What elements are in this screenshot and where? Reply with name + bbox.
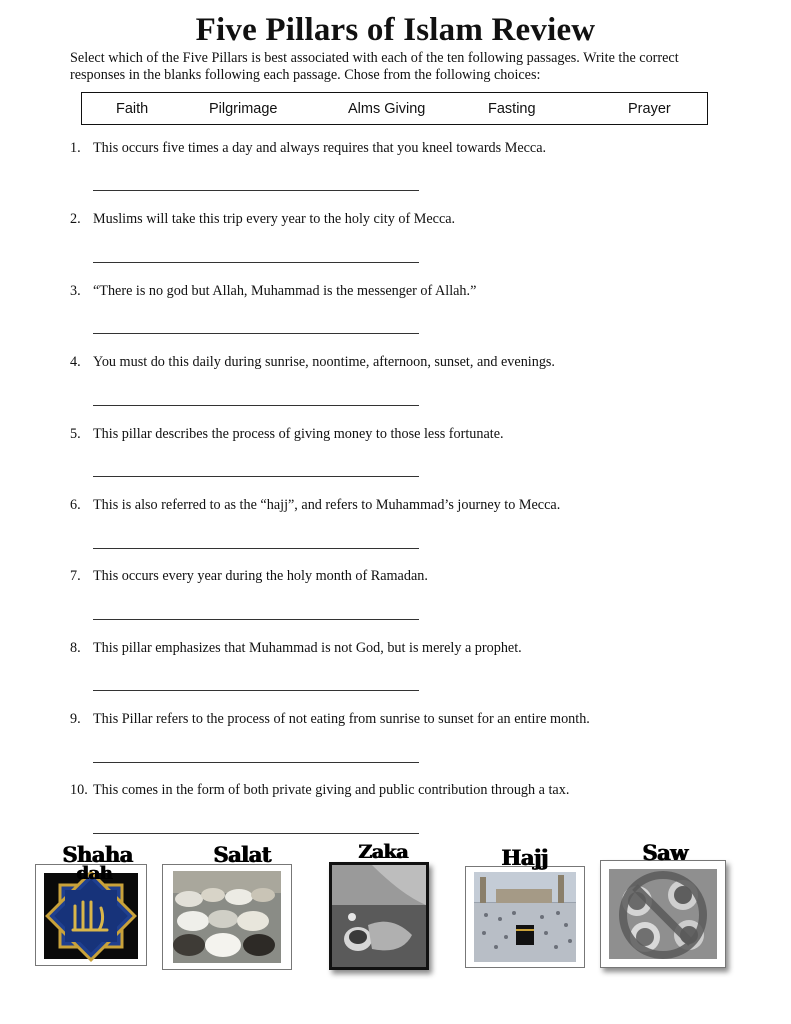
question-number: 9. [70, 711, 81, 727]
question-8 [70, 640, 522, 657]
answer-blank-8[interactable] [93, 690, 419, 691]
question-4 [70, 354, 555, 371]
question-5 [70, 426, 504, 443]
question-number: 3. [70, 283, 81, 299]
page-title: Five Pillars of Islam Review [195, 12, 596, 48]
question-text: You must do this daily during sunrise, noontime, afternoon, sunset, and evenings. [93, 354, 555, 370]
choice-alms-giving: Alms Giving [348, 101, 426, 117]
question-number: 1. [70, 140, 81, 156]
answer-blank-4[interactable] [93, 405, 419, 406]
question-9 [70, 711, 590, 728]
shahadah-label-continued: dah [76, 863, 112, 884]
answer-blank-2[interactable] [93, 262, 419, 263]
answer-blank-10[interactable] [93, 833, 419, 834]
hajj-picture-frame [465, 866, 585, 968]
choice-fasting: Fasting [488, 101, 536, 117]
answer-blank-5[interactable] [93, 476, 419, 477]
answer-blank-6[interactable] [93, 548, 419, 549]
no-food-image [601, 861, 725, 967]
praying-people-image [163, 865, 291, 969]
choice-prayer: Prayer [628, 101, 671, 117]
salat-picture-frame [162, 864, 292, 970]
sawm-label: Saw [642, 840, 688, 865]
choices-box [81, 92, 708, 125]
question-number: 8. [70, 640, 81, 656]
question-text: This Pillar refers to the process of not eating from sunrise to sunset for an entire month. [93, 711, 590, 727]
question-number: 4. [70, 354, 81, 370]
answer-blank-1[interactable] [93, 190, 419, 191]
zakat-label: Zaka [358, 841, 408, 863]
choice-pilgrimage: Pilgrimage [209, 101, 278, 117]
question-text: This pillar describes the process of giving money to those less fortunate. [93, 426, 504, 442]
question-text: This comes in the form of both private giving and public contribution through a tax. [93, 782, 570, 798]
question-text: This is also referred to as the “hajj”, and refers to Muhammad’s journey to Mecca. [93, 497, 561, 513]
question-3 [70, 283, 476, 300]
question-number: 7. [70, 568, 81, 584]
instructions: Select which of the Five Pillars is best associated with each of the ten following passages. Write the correct responses in the blanks following each passage. Chose from the following choices: [70, 50, 679, 83]
choice-faith: Faith [116, 101, 149, 117]
giving-hands-image [332, 865, 426, 967]
question-10 [70, 782, 569, 799]
question-text: “There is no god but Allah, Muhammad is the messenger of Allah.” [93, 283, 477, 299]
salat-label: Salat [213, 842, 271, 867]
question-number: 2. [70, 211, 81, 227]
question-text: Muslims will take this trip every year to the holy city of Mecca. [93, 211, 456, 227]
question-number: 5. [70, 426, 81, 442]
answer-blank-7[interactable] [93, 619, 419, 620]
sawm-picture-frame [600, 860, 726, 968]
question-number: 10. [70, 782, 88, 798]
question-6 [70, 497, 560, 514]
question-text: This occurs every year during the holy month of Ramadan. [93, 568, 428, 584]
question-number: 6. [70, 497, 81, 513]
shahadah-label: Shaha [62, 842, 133, 867]
hajj-label: Hajj [501, 845, 548, 870]
question-text: This pillar emphasizes that Muhammad is not God, but is merely a prophet. [93, 640, 522, 656]
zakat-picture-frame [329, 862, 429, 970]
kaaba-crowd-image [466, 867, 584, 967]
question-text: This occurs five times a day and always requires that you kneel towards Mecca. [93, 140, 547, 156]
answer-blank-9[interactable] [93, 762, 419, 763]
question-7 [70, 568, 428, 585]
question-2 [70, 211, 455, 228]
answer-blank-3[interactable] [93, 333, 419, 334]
question-1 [70, 140, 546, 157]
